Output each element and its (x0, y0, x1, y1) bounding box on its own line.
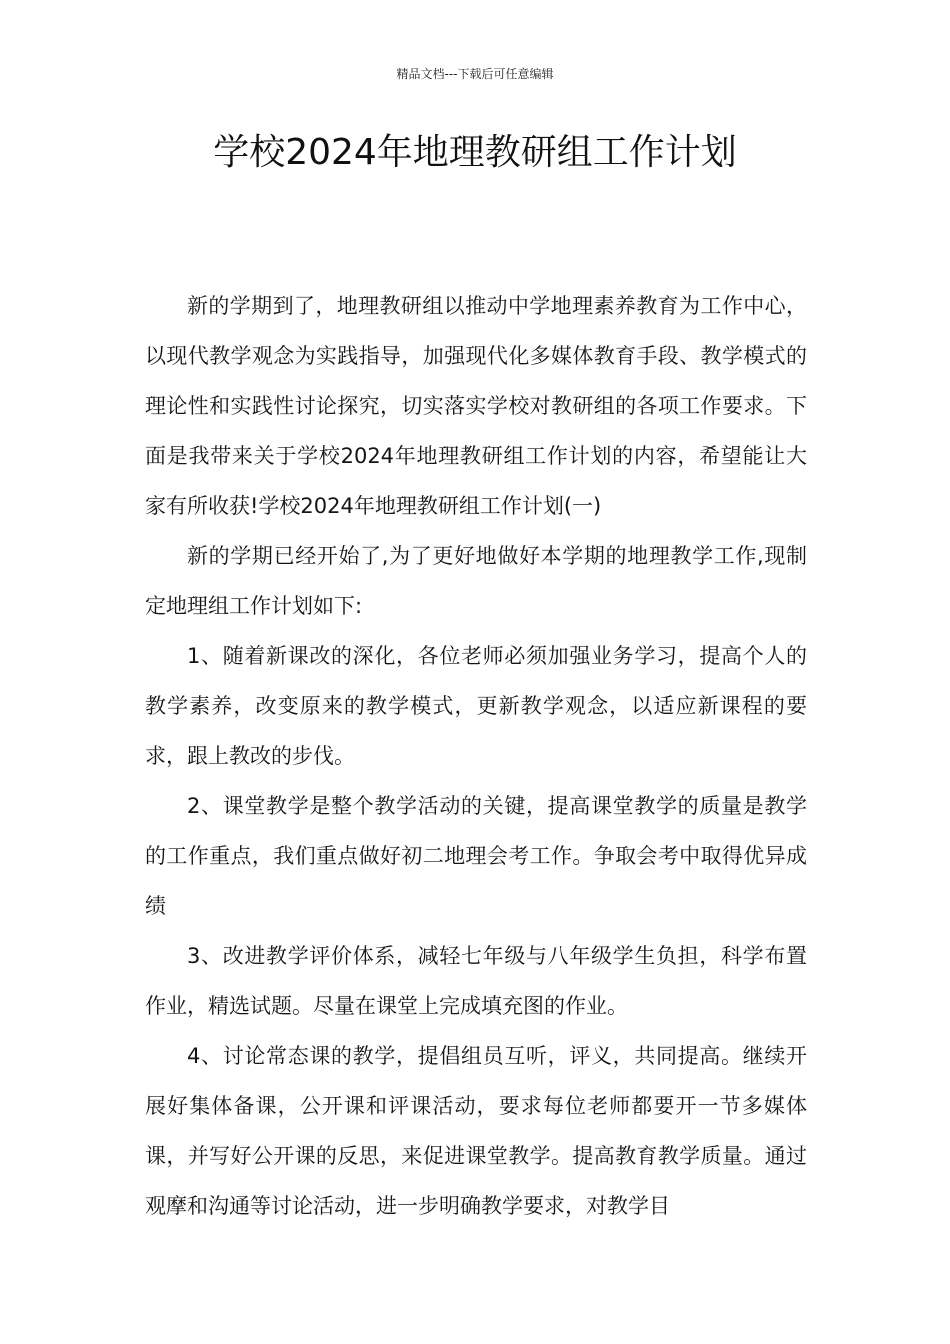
paragraph-item-1: 1、随着新课改的深化，各位老师必须加强业务学习，提高个人的教学素养，改变原来的教学模式，更新教学观念，以适应新课程的要求，跟上教改的步伐。 (145, 644, 807, 768)
document-body (145, 281, 807, 1231)
paragraph-plan-intro: 新的学期已经开始了,为了更好地做好本学期的地理教学工作,现制定地理组工作计划如下: (145, 544, 807, 618)
paragraph-intro: 新的学期到了，地理教研组以推动中学地理素养教育为工作中心，以现代教学观念为实践指导，加强现代化多媒体教育手段、教学模式的理论性和实践性讨论探究，切实落实学校对教研组的各项工作要求。下面是我带来关于学校2024年地理教研组工作计划的内容，希望能让大家有所收获!学校2024年地理教研组工作计划(一) (145, 294, 807, 518)
header-note: 精品文档---下载后可任意编辑 (396, 67, 554, 81)
paragraph-item-3: 3、改进教学评价体系，减轻七年级与八年级学生负担，科学布置作业，精选试题。尽量在课堂上完成填充图的作业。 (145, 944, 807, 1018)
paragraph-item-4: 4、讨论常态课的教学，提倡组员互听，评义，共同提高。继续开展好集体备课，公开课和评课活动，要求每位老师都要开一节多媒体课，并写好公开课的反思，来促进课堂教学。提高教育教学质量。通过观摩和沟通等讨论活动，进一步明确教学要求，对教学目 (145, 1044, 807, 1218)
document-title: 学校2024年地理教研组工作计划 (213, 132, 737, 173)
paragraph-item-2: 2、课堂教学是整个教学活动的关键，提高课堂教学的质量是教学的工作重点，我们重点做好初二地理会考工作。争取会考中取得优异成绩 (145, 794, 807, 918)
